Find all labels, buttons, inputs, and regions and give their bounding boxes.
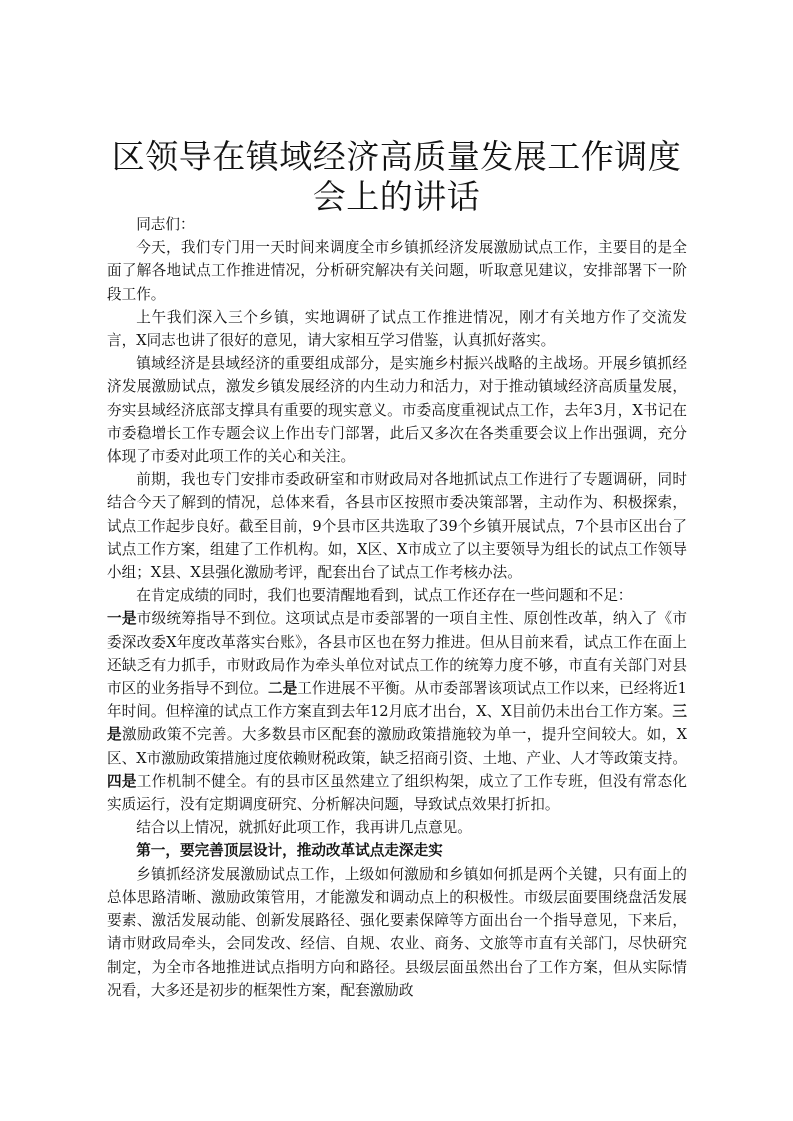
section-heading-1: 第一，要完善顶层设计，推动改革试点走深走实 bbox=[136, 842, 443, 860]
paragraph-5: 在肯定成绩的同时，我们也要清醒地看到，试点工作还存在一些问题和不足： bbox=[136, 587, 633, 605]
document-body bbox=[107, 213, 687, 1002]
problem-text-3: 激励政策不完善。大多数县市区配套的激励政策措施较为单一，提升空间较大。如，X区、X市激励政策措施过度依赖财税政策，缺乏招商引资、土地、产业、人才等政策支持。 bbox=[107, 726, 687, 767]
paragraph-problems bbox=[107, 607, 687, 816]
problem-text-4: 工作机制不健全。有的县市区虽然建立了组织构架，成立了工作专班，但没有常态化实质运行，没有定期调度研究、分析解决问题，导致试点效果打折扣。 bbox=[107, 772, 687, 814]
paragraph-8: 乡镇抓经济发展激励试点工作，上级如何激励和乡镇如何抓是两个关键，只有面上的总体思路清晰、激励政策管用，才能激发和调动点上的积极性。市级层面要围绕盘活发展要素、激活发展动能、创新发展路径、强化要素保障等方面出台一个指导意见，下来后，请市财政局牵头，会同发改、经信、自规、农业、商务、文旅等市直有关部门，尽快研究制定，为全市各地推进试点指明方向和路径。县级层面虽然出台了工作方案，但从实际情况看，大多还是初步的框架性方案，配套激励政 bbox=[107, 865, 687, 999]
salutation: 同志们： bbox=[136, 216, 195, 233]
paragraph-2: 上午我们深入三个乡镇，实地调研了试点工作推进情况，刚才有关地方作了交流发言，X同志也讲了很好的意见，请大家相互学习借鉴，认真抓好落实。 bbox=[107, 308, 687, 350]
problem-text-1: 市级统筹指导不到位。这项试点是市委部署的一项自主性、原创性改革，纳入了《市委深改委X年度改革落实台账》，各县市区也在努力推进。但从目前来看，试点工作在面上还缺乏有力抓手，市财政局作为牵头单位对试点工作的统筹力度不够，市直有关部门对县市区的业务指导不到位。 bbox=[107, 610, 687, 698]
paragraph-3: 镇域经济是县域经济的重要组成部分，是实施乡村振兴战略的主战场。开展乡镇抓经济发展激励试点，激发乡镇发展经济的内生动力和活力，对于推动镇域经济高质量发展，夯实县域经济底部支撑具有重要的现实意义。市委高度重视试点工作，去年3月，X书记在市委稳增长工作专题会议上作出专门部署，此后又多次在各类重要会议上作出强调，充分体现了市委对此项工作的关心和关注。 bbox=[107, 355, 687, 466]
document-title: 区领导在镇域经济高质量发展工作调度会上的讲话 bbox=[111, 137, 682, 216]
problem-text-2: 工作进展不平衡。从市委部署该项试点工作以来，已经将近1年时间。但梓潼的试点工作方案直到去年12月底才出台，X、X目前仍未出台工作方案。 bbox=[107, 680, 687, 721]
problem-marker-2: 二是 bbox=[267, 680, 298, 698]
paragraph-7: 结合以上情况，就抓好此项工作，我再讲几点意见。 bbox=[136, 819, 472, 837]
problem-marker-4: 四是 bbox=[107, 772, 137, 790]
paragraph-4: 前期，我也专门安排市委政研室和市财政局对各地抓试点工作进行了专题调研，同时结合今天了解到的情况，总体来看，各县市区按照市委决策部署，主动作为、积极探索，试点工作起步良好。截至目前，9个县市区共选取了39个乡镇开展试点，7个县市区出台了试点工作方案，组建了工作机构。如，X区、X市成立了以主要领导为组长的试点工作领导小组；X县、X县强化激励考评，配套出台了试点工作考核办法。 bbox=[107, 471, 687, 582]
problem-marker-3: 三是 bbox=[107, 703, 687, 744]
problem-marker-1: 一是 bbox=[107, 610, 137, 628]
paragraph-1: 今天，我们专门用一天时间来调度全市乡镇抓经济发展激励试点工作，主要目的是全面了解各地试点工作推进情况，分析研究解决有关问题，听取意见建议，安排部署下一阶段工作。 bbox=[107, 239, 687, 303]
